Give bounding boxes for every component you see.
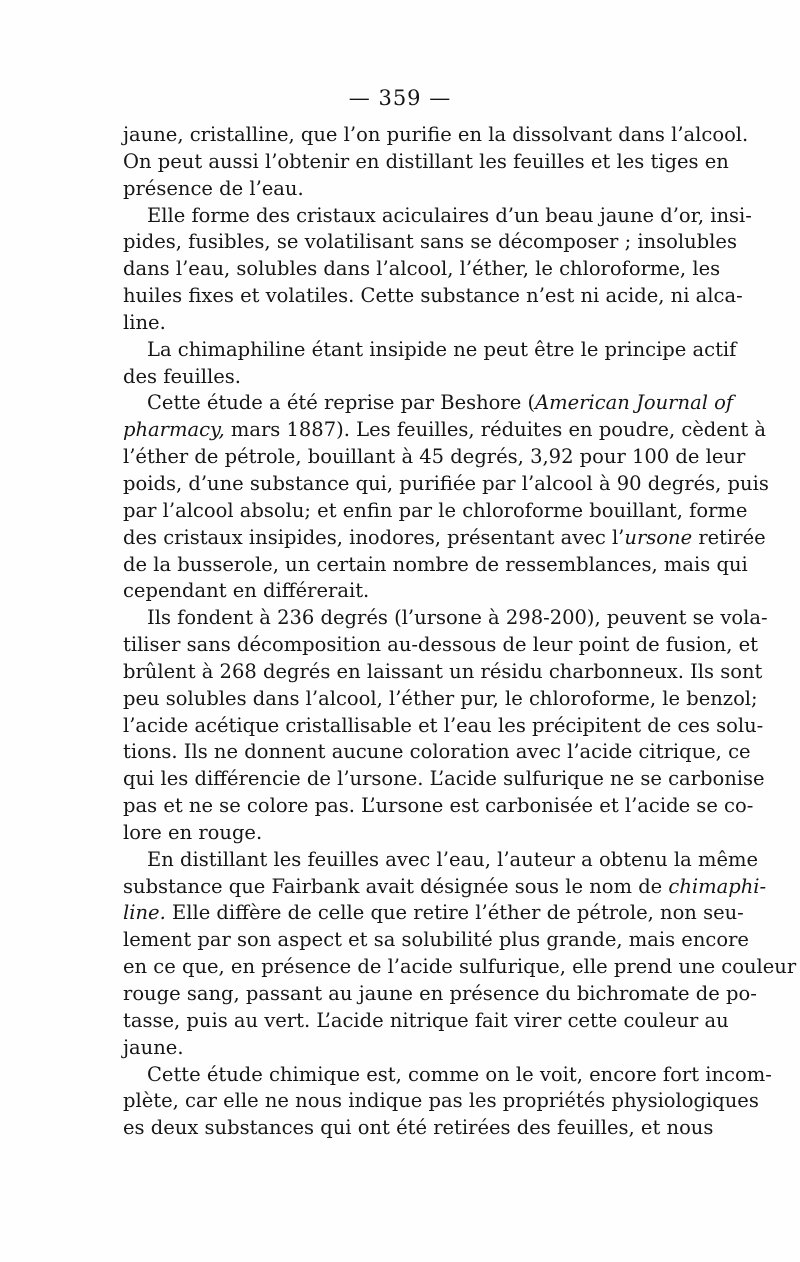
text-line: [123, 471, 769, 498]
text-run: Elle forme des cristaux aciculaires d’un beau jaune d’or, insi-: [147, 203, 752, 227]
text-line: [123, 525, 766, 552]
text-run: Cette étude chimique est, comme on le voit, encore fort incom-: [147, 1062, 772, 1086]
text-line: [123, 417, 767, 444]
italic-run: American Journal of: [535, 391, 734, 415]
text-run: en ce que, en présence de l’acide sulfurique, elle prend une couleur: [123, 955, 797, 979]
text-line: [123, 122, 749, 149]
text-line: [123, 578, 671, 605]
text-line: [123, 229, 737, 256]
text-line: [123, 605, 768, 632]
text-run: On peut aussi l’obtenir en distillant les feuilles et les tiges en: [123, 149, 729, 173]
text-line: [123, 1062, 772, 1089]
text-run: de la busserole, un certain nombre de ressemblances, mais qui: [123, 552, 748, 576]
text-line: [123, 1115, 714, 1142]
text-run: des cristaux insipides, inodores, présentant avec l’: [123, 525, 625, 549]
text-run: es deux substances qui ont été retirées des feuilles, et nous: [123, 1116, 714, 1140]
text-run: qui les différencie de l’ursone. L’acide sulfurique ne se carbonise: [123, 767, 765, 791]
text-run: retirée: [692, 525, 766, 549]
text-line: [123, 981, 757, 1008]
text-line: [123, 820, 671, 847]
text-line: [123, 766, 765, 793]
text-line: [123, 552, 748, 579]
page-number: — 359 —: [348, 86, 452, 110]
text-line: [123, 686, 758, 713]
text-run: présence de l’eau.: [123, 176, 304, 200]
text-run: En distillant les feuilles avec l’eau, l’auteur a obtenu la même: [147, 847, 759, 871]
text-run: des feuilles.: [123, 364, 241, 388]
text-line: [123, 203, 752, 230]
text-run: tions. Ils ne donnent aucune coloration avec l’acide citrique, ce: [123, 740, 751, 764]
text-line: [123, 927, 749, 954]
text-run: pas et ne se colore pas. L’ursone est carbonisée et l’acide se co-: [123, 794, 754, 818]
text-run: l’acide acétique cristallisable et l’eau les précipitent de ces solu-: [123, 713, 764, 737]
text-run: tasse, puis au vert. L’acide nitrique fait virer cette couleur au: [123, 1008, 729, 1032]
text-run: lore en rouge.: [123, 820, 263, 844]
text-line: [123, 1088, 759, 1115]
text-line: [123, 659, 763, 686]
text-run: poids, d’une substance qui, purifiée par l’alcool à 90 degrés, puis: [123, 471, 769, 495]
text-line: [123, 498, 748, 525]
text-run: tiliser sans décomposition au-dessous de leur point de fusion, et: [123, 633, 758, 657]
text-run: brûlent à 268 degrés en laissant un résidu charbonneux. Ils sont: [123, 659, 763, 683]
text-run: lement par son aspect et sa solubilité plus grande, mais encore: [123, 928, 749, 952]
text-run: peu solubles dans l’alcool, l’éther pur, le chloroforme, le benzol;: [123, 686, 758, 710]
text-line: [123, 847, 759, 874]
italic-run: ursone: [624, 525, 693, 549]
text-line: [123, 256, 721, 283]
text-line: [123, 793, 754, 820]
text-line: [123, 954, 797, 981]
text-run: l’éther de pétrole, bouillant à 45 degrés, 3,92 pour 100 de leur: [123, 445, 746, 469]
text-line: [123, 739, 751, 766]
text-run: Elle diffère de celle que retire l’éther de pétrole, non seu-: [165, 901, 744, 925]
text-run: jaune, cristalline, que l’on purifie en la dissolvant dans l’alcool.: [123, 123, 749, 146]
text-line: [123, 713, 764, 740]
text-line: [123, 310, 671, 337]
text-run: huiles fixes et volatiles. Cette substance n’est ni acide, ni alca-: [123, 284, 743, 308]
text-line: [123, 149, 729, 176]
text-run: mars 1887). Les feuilles, réduites en poudre, cèdent à: [224, 418, 767, 442]
text-run: Cette étude a été reprise par Beshore (: [147, 391, 536, 415]
text-line: [123, 364, 671, 391]
text-line: [123, 874, 767, 901]
text-run: par l’alcool absolu; et enfin par le chloroforme bouillant, forme: [123, 498, 748, 522]
text-line: [123, 390, 734, 417]
text-line: [123, 1035, 671, 1062]
text-run: jaune.: [123, 1035, 184, 1059]
text-line: [123, 337, 737, 364]
text-run: plète, car elle ne nous indique pas les propriétés physiologiques: [123, 1089, 759, 1113]
text-line: [123, 900, 744, 927]
text-run: pides, fusibles, se volatilisant sans se décomposer ; insolubles: [123, 230, 737, 254]
text-line: [123, 283, 743, 310]
text-line: [123, 444, 746, 471]
italic-run: line.: [123, 901, 166, 925]
italic-run: pharmacy,: [123, 418, 225, 442]
italic-run: chimaphi-: [668, 874, 767, 898]
text-run: cependant en différerait.: [123, 579, 370, 603]
text-run: substance que Fairbank avait désignée sous le nom de: [123, 874, 669, 898]
text-line: [123, 632, 758, 659]
text-line: [123, 1008, 729, 1035]
text-run: rouge sang, passant au jaune en présence du bichromate de po-: [123, 982, 757, 1005]
text-run: dans l’eau, solubles dans l’alcool, l’éther, le chloroforme, les: [123, 257, 721, 281]
body-text: [123, 122, 797, 1142]
text-line: [123, 176, 671, 203]
text-run: La chimaphiline étant insipide ne peut être le principe actif: [147, 337, 737, 361]
text-run: Ils fondent à 236 degrés (l’ursone à 298-200), peuvent se vola-: [147, 606, 768, 630]
text-run: line.: [123, 310, 166, 334]
